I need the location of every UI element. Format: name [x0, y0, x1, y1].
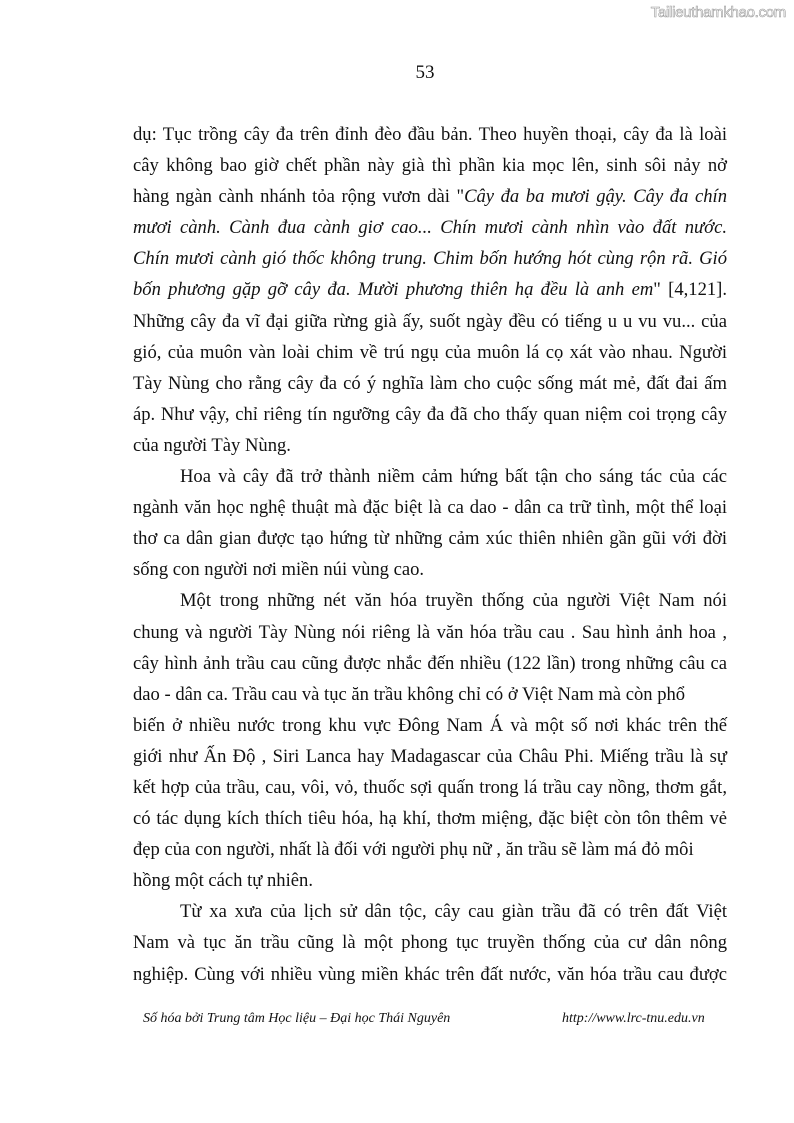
footer-url: http://www.lrc-tnu.edu.vn: [562, 1011, 705, 1026]
text-segment: gió, của muôn vàn loài chim về trú ngụ của muôn lá cọ xát vào nhau. Người: [133, 341, 727, 363]
text-segment: kết hợp của trầu, cau, vôi, vỏ, thuốc sợi quấn trong lá trầu cay nồng, thơm gắt,: [133, 776, 727, 798]
text-line: [133, 119, 727, 150]
text-segment: biến ở nhiều nước trong khu vực Đông Nam Á và một số nơi khác trên thế: [133, 714, 727, 736]
italic-quote-text: mươi cành. Cành đua cành giơ cao... Chín mươi cành nhìn vào đất nước.: [133, 217, 727, 239]
paragraph: [133, 896, 727, 989]
text-segment: Từ xa xưa của lịch sử dân tộc, cây cau giàn trầu đã có trên đất Việt: [180, 901, 727, 923]
text-line: [133, 741, 727, 772]
text-segment: Những cây đa vĩ đại giữa rừng già ấy, suốt ngày đều có tiếng u u vu vu... của: [133, 310, 727, 332]
text-segment: dao - dân ca. Trầu cau và tục ăn trầu không chỉ có ở Việt Nam mà còn phổ: [133, 683, 686, 705]
text-line: [133, 834, 727, 865]
text-segment: của người Tày Nùng.: [133, 434, 291, 456]
text-segment: Tày Nùng cho rằng cây đa có ý nghĩa làm cho cuộc sống mát mẻ, đất đai ấm: [133, 372, 727, 394]
text-segment: Một trong những nét văn hóa truyền thống của người Việt Nam nói: [180, 590, 727, 612]
text-line: [133, 243, 727, 274]
watermark: Tailieuthamkhao.com: [650, 4, 786, 21]
text-segment: ngành văn học nghệ thuật mà đặc biệt là ca dao - dân ca trữ tình, một thể loại: [133, 497, 727, 519]
text-segment: dụ: Tục trồng cây đa trên đỉnh đèo đầu bản. Theo huyền thoại, cây đa là loài: [133, 124, 727, 145]
text-line: [133, 648, 727, 679]
text-segment: cây hình ảnh trầu cau cũng được nhắc đến nhiều (122 lần) trong những câu ca: [133, 652, 727, 674]
text-segment: nghiệp. Cùng với nhiều vùng miền khác trên đất nước, văn hóa trầu cau được: [133, 963, 727, 985]
text-segment: cây không bao giờ chết phần này già thì phần kia mọc lên, sinh sôi nảy nở: [133, 155, 727, 177]
text-line: [133, 679, 727, 710]
text-segment: áp. Như vậy, chỉ riêng tín ngưỡng cây đa đã cho thấy quan niệm coi trọng cây: [133, 403, 727, 425]
text-line: [133, 306, 727, 337]
paragraph: [133, 119, 727, 461]
footer-source: Số hóa bởi Trung tâm Học liệu – Đại học Thái Nguyên: [143, 1011, 451, 1026]
text-line: [133, 554, 727, 585]
text-line: [133, 492, 727, 523]
document-body: [133, 119, 727, 999]
italic-quote-text: Chín mươi cành gió thốc không trung. Chim bốn hướng hót cùng rộn rã. Gió: [133, 248, 727, 270]
text-line: [133, 337, 727, 368]
text-line: [133, 150, 727, 181]
text-segment: hồng một cách tự nhiên.: [133, 870, 313, 892]
text-segment: Nam và tục ăn trầu cũng là một phong tục truyền thống của cư dân nông: [133, 932, 727, 954]
page-number: 53: [415, 62, 435, 83]
text-line: [133, 461, 727, 492]
text-segment: thơ ca dân gian được tạo hứng từ những cảm xúc thiên nhiên gần gũi với đời: [133, 528, 727, 550]
text-line: [133, 399, 727, 430]
text-segment: giới như Ấn Độ , Siri Lanca hay Madagascar của Châu Phi. Miếng trầu là sự: [133, 745, 727, 767]
text-segment: " [4,121].: [653, 279, 727, 301]
text-segment: chung và người Tày Nùng nói riêng là văn hóa trầu cau . Sau hình ảnh hoa ,: [133, 621, 727, 643]
text-line: [133, 368, 727, 399]
text-line: [133, 274, 727, 305]
italic-quote-text: bốn phương gặp gỡ cây đa. Mười phương thiên hạ đều là anh em: [133, 279, 654, 301]
text-line: [133, 896, 727, 927]
text-line: [133, 959, 727, 990]
italic-quote-text: Cây đa ba mươi gậy. Cây đa chín: [464, 186, 727, 208]
footer: [0, 1010, 794, 1050]
text-segment: hàng ngàn cành nhánh tỏa rộng vươn dài ": [133, 186, 465, 208]
text-segment: Hoa và cây đã trở thành niềm cảm hứng bất tận cho sáng tác của các: [180, 466, 727, 488]
text-line: [133, 617, 727, 648]
text-segment: sống con người nơi miền núi vùng cao.: [133, 559, 425, 581]
text-line: [133, 803, 727, 834]
text-line: [133, 865, 727, 896]
text-line: [133, 523, 727, 554]
text-line: [133, 430, 727, 461]
text-segment: có tác dụng kích thích tiêu hóa, hạ khí, thơm miệng, đặc biệt còn tôn thêm vẻ: [133, 808, 727, 830]
text-line: [133, 710, 727, 741]
text-line: [133, 212, 727, 243]
text-line: [133, 772, 727, 803]
paragraph: [133, 461, 727, 585]
paragraph: [133, 585, 727, 896]
text-segment: đẹp của con người, nhất là đối với người phụ nữ , ăn trầu sẽ làm má đỏ môi: [133, 839, 694, 861]
text-line: [133, 585, 727, 616]
text-line: [133, 927, 727, 958]
text-line: [133, 181, 727, 212]
